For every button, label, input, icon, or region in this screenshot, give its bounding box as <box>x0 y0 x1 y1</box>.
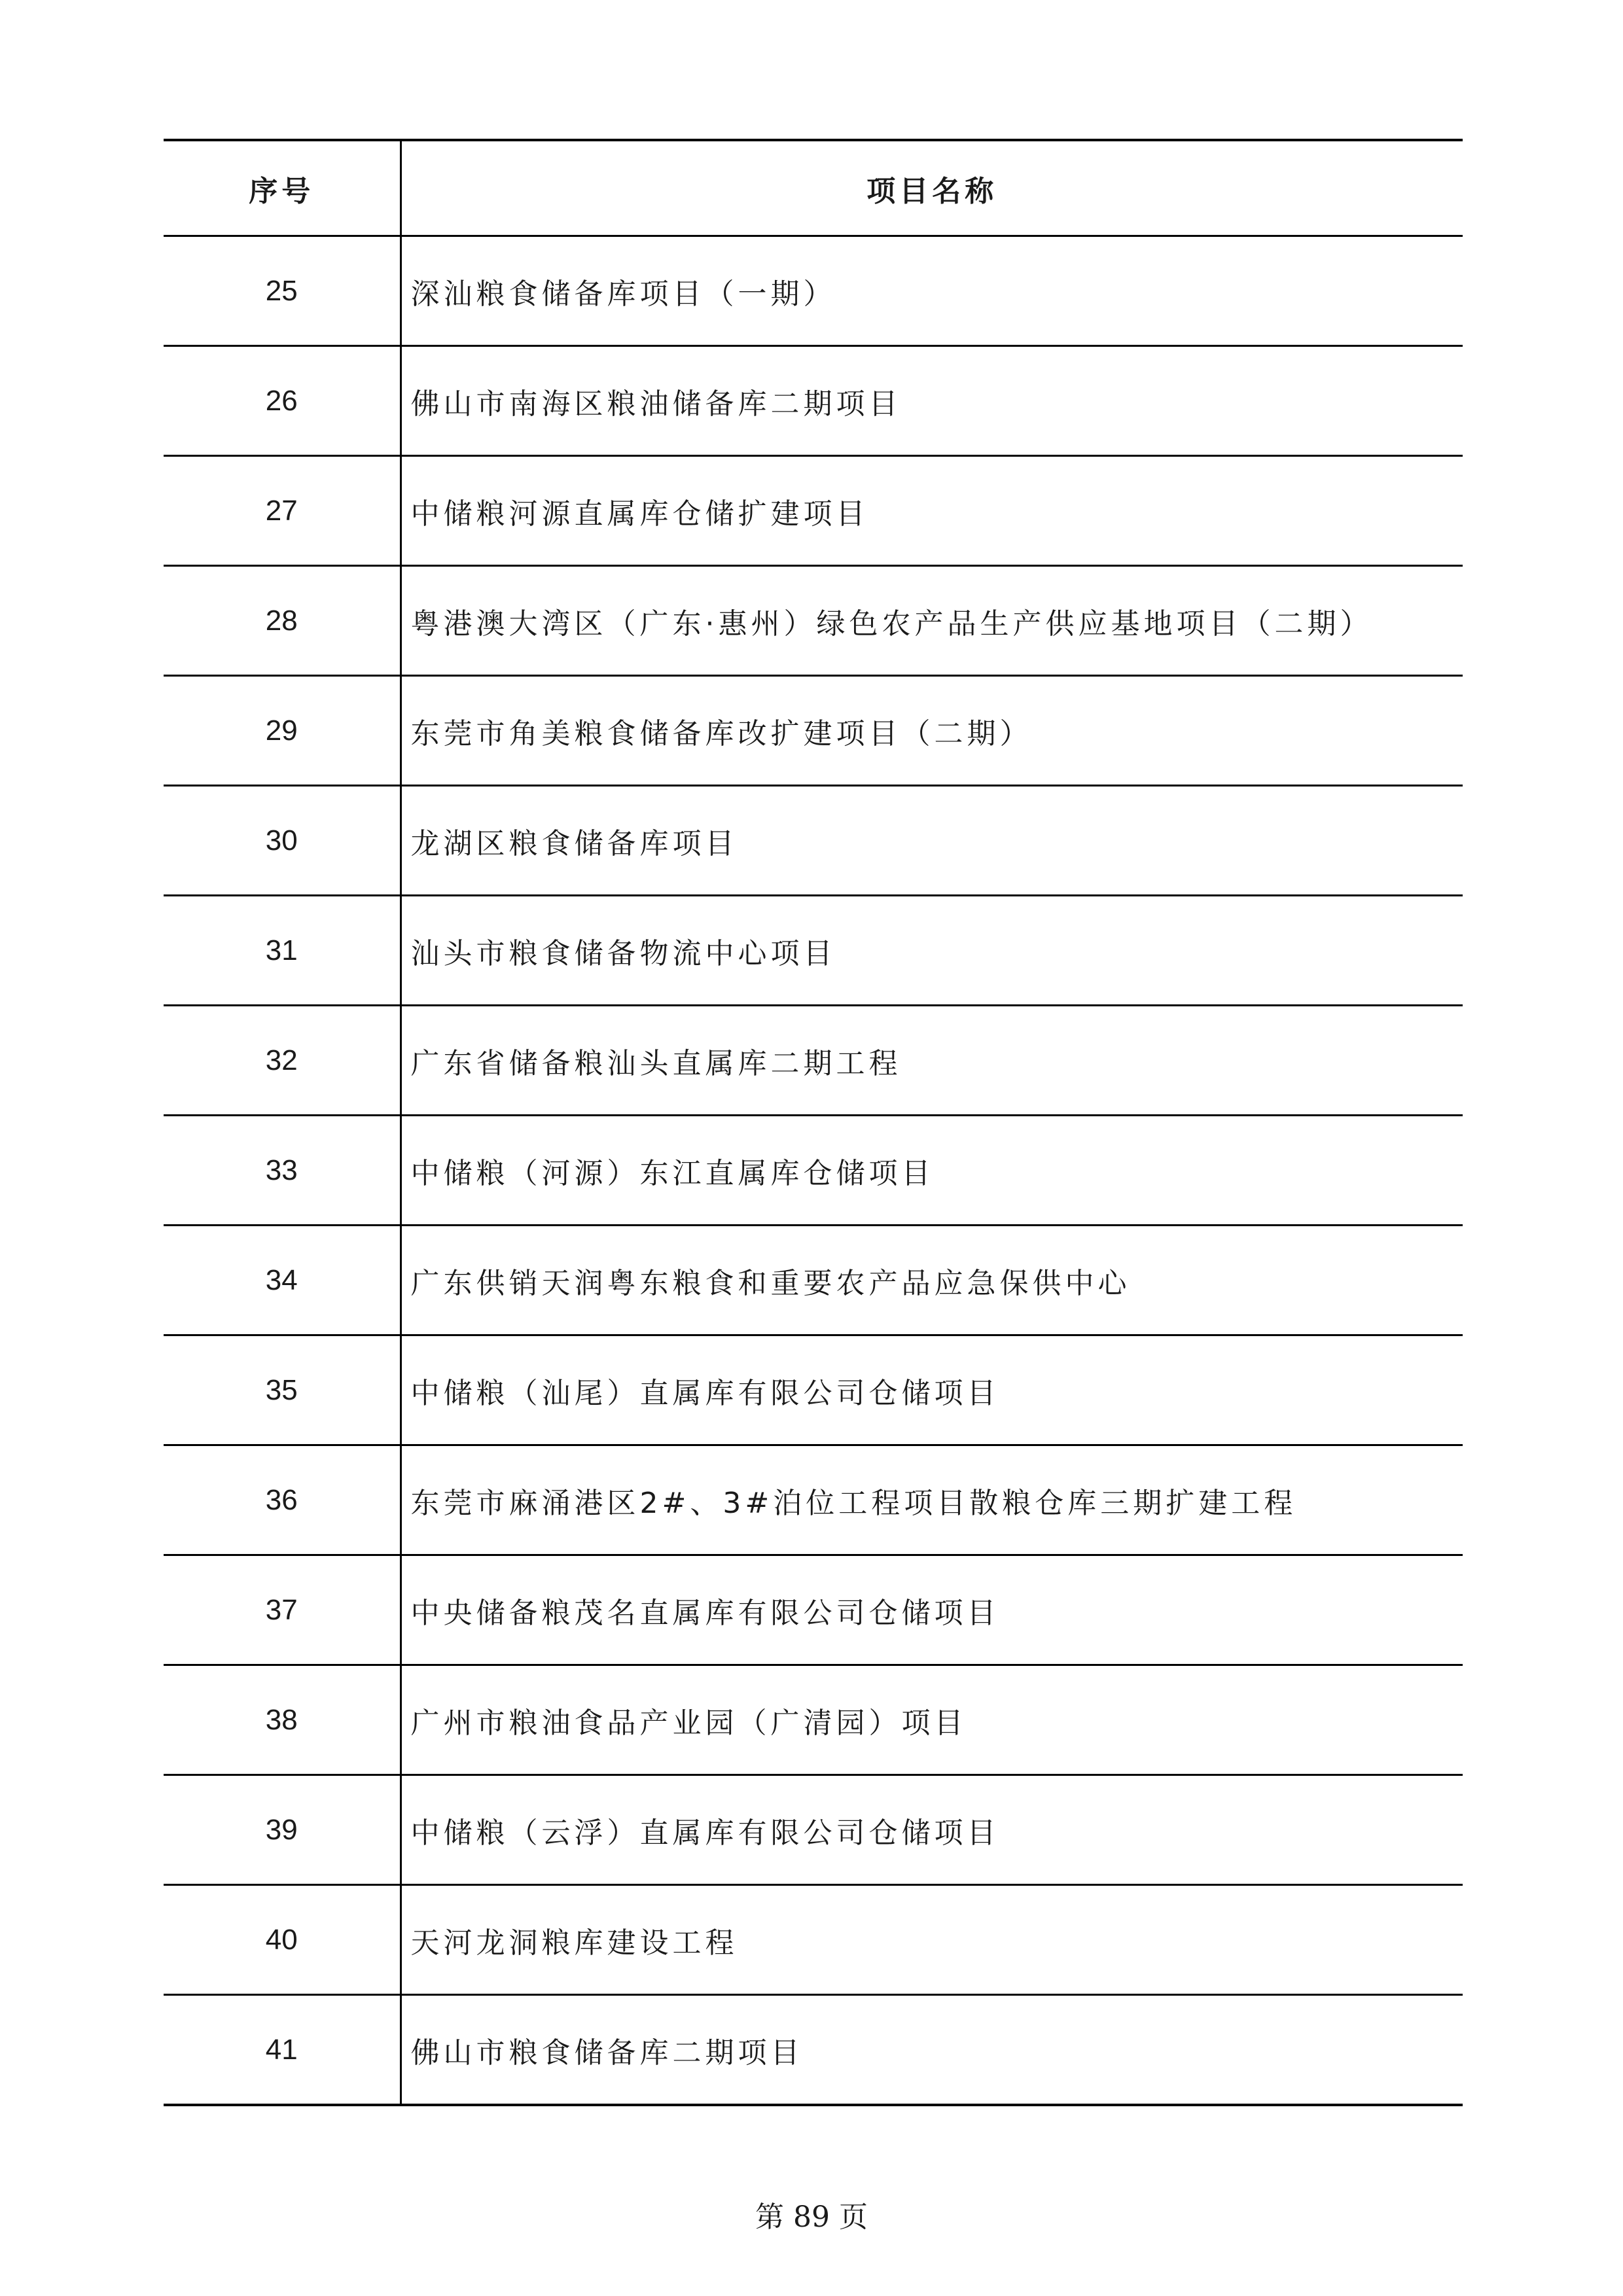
table-row <box>164 896 1463 1006</box>
row-project-name: 东莞市角美粮食储备库改扩建项目（二期） <box>401 676 1463 786</box>
row-project-name: 深汕粮食储备库项目（一期） <box>401 236 1463 346</box>
row-serial-number: 31 <box>164 896 401 1006</box>
row-project-name: 天河龙洞粮库建设工程 <box>401 1885 1463 1995</box>
table-row <box>164 786 1463 896</box>
row-serial-number: 29 <box>164 676 401 786</box>
row-project-name: 中储粮（河源）东江直属库仓储项目 <box>401 1116 1463 1226</box>
row-project-name: 东莞市麻涌港区2#、3#泊位工程项目散粮仓库三期扩建工程 <box>401 1445 1463 1555</box>
row-serial-number: 37 <box>164 1555 401 1665</box>
table-row <box>164 1335 1463 1445</box>
row-project-name: 汕头市粮食储备物流中心项目 <box>401 896 1463 1006</box>
table-row <box>164 1995 1463 2106</box>
project-table <box>164 139 1463 2106</box>
row-project-name: 粤港澳大湾区（广东·惠州）绿色农产品生产供应基地项目（二期） <box>401 566 1463 676</box>
row-project-name: 佛山市南海区粮油储备库二期项目 <box>401 346 1463 456</box>
row-serial-number: 38 <box>164 1665 401 1775</box>
row-serial-number: 39 <box>164 1775 401 1885</box>
table-row <box>164 1885 1463 1995</box>
row-serial-number: 35 <box>164 1335 401 1445</box>
row-project-name: 广州市粮油食品产业园（广清园）项目 <box>401 1665 1463 1775</box>
row-serial-number: 40 <box>164 1885 401 1995</box>
table-row <box>164 456 1463 566</box>
row-serial-number: 34 <box>164 1226 401 1335</box>
row-serial-number: 30 <box>164 786 401 896</box>
row-project-name: 中储粮（云浮）直属库有限公司仓储项目 <box>401 1775 1463 1885</box>
table-row <box>164 566 1463 676</box>
header-project-name: 项目名称 <box>401 140 1463 236</box>
row-serial-number: 28 <box>164 566 401 676</box>
row-project-name: 中储粮（汕尾）直属库有限公司仓储项目 <box>401 1335 1463 1445</box>
table-row <box>164 1116 1463 1226</box>
row-serial-number: 27 <box>164 456 401 566</box>
row-project-name: 广东供销天润粤东粮食和重要农产品应急保供中心 <box>401 1226 1463 1335</box>
table-row <box>164 1226 1463 1335</box>
table-row <box>164 1555 1463 1665</box>
row-project-name: 龙湖区粮食储备库项目 <box>401 786 1463 896</box>
table-row <box>164 676 1463 786</box>
table-row <box>164 1006 1463 1116</box>
header-serial-number: 序号 <box>164 140 401 236</box>
row-serial-number: 26 <box>164 346 401 456</box>
table-body <box>164 236 1463 2106</box>
row-project-name: 佛山市粮食储备库二期项目 <box>401 1995 1463 2106</box>
table-row <box>164 1665 1463 1775</box>
table-row <box>164 236 1463 346</box>
table-row <box>164 346 1463 456</box>
table-row <box>164 1775 1463 1885</box>
row-project-name: 广东省储备粮汕头直属库二期工程 <box>401 1006 1463 1116</box>
row-serial-number: 36 <box>164 1445 401 1555</box>
table-row <box>164 1445 1463 1555</box>
table-header-row <box>164 140 1463 236</box>
row-serial-number: 33 <box>164 1116 401 1226</box>
page-number: 第 89 页 <box>755 2200 868 2234</box>
row-serial-number: 41 <box>164 1995 401 2106</box>
row-serial-number: 25 <box>164 236 401 346</box>
row-serial-number: 32 <box>164 1006 401 1116</box>
row-project-name: 中央储备粮茂名直属库有限公司仓储项目 <box>401 1555 1463 1665</box>
row-project-name: 中储粮河源直属库仓储扩建项目 <box>401 456 1463 566</box>
